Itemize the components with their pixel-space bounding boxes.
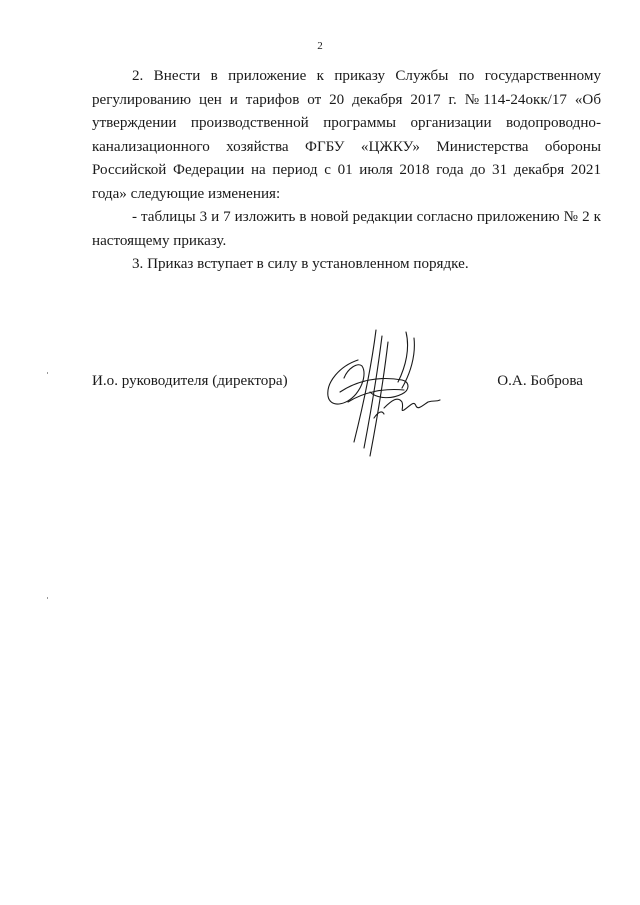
paragraph-tables: - таблицы 3 и 7 изложить в новой редакции согласно приложению № 2 к настоящему приказу. [92, 209, 601, 249]
signatory-position: И.о. руководителя (директора) [92, 373, 288, 389]
margin-mark [47, 372, 48, 374]
document-body [92, 65, 601, 277]
paragraph-amendment: 2. Внести в приложение к приказу Службы по государственному регулированию цен и тарифов от 20 декабря 2017 г. №114-24окк/17 «Об утверждении производственной программы организации водопроводно-канализационного хозяйства ФГБУ «ЦЖКУ» Министерства обороны Российской Федерации на период с 01 июля 2018 года до 31 декабря 2021 года» следующие изменения: [92, 68, 601, 202]
signatory-name: О.А. Боброва [497, 373, 583, 389]
margin-mark [47, 597, 48, 599]
paragraph-effective: 3. Приказ вступает в силу в установленном порядке. [132, 256, 469, 272]
page-number: 2 [317, 40, 323, 52]
handwritten-signature [318, 322, 446, 462]
